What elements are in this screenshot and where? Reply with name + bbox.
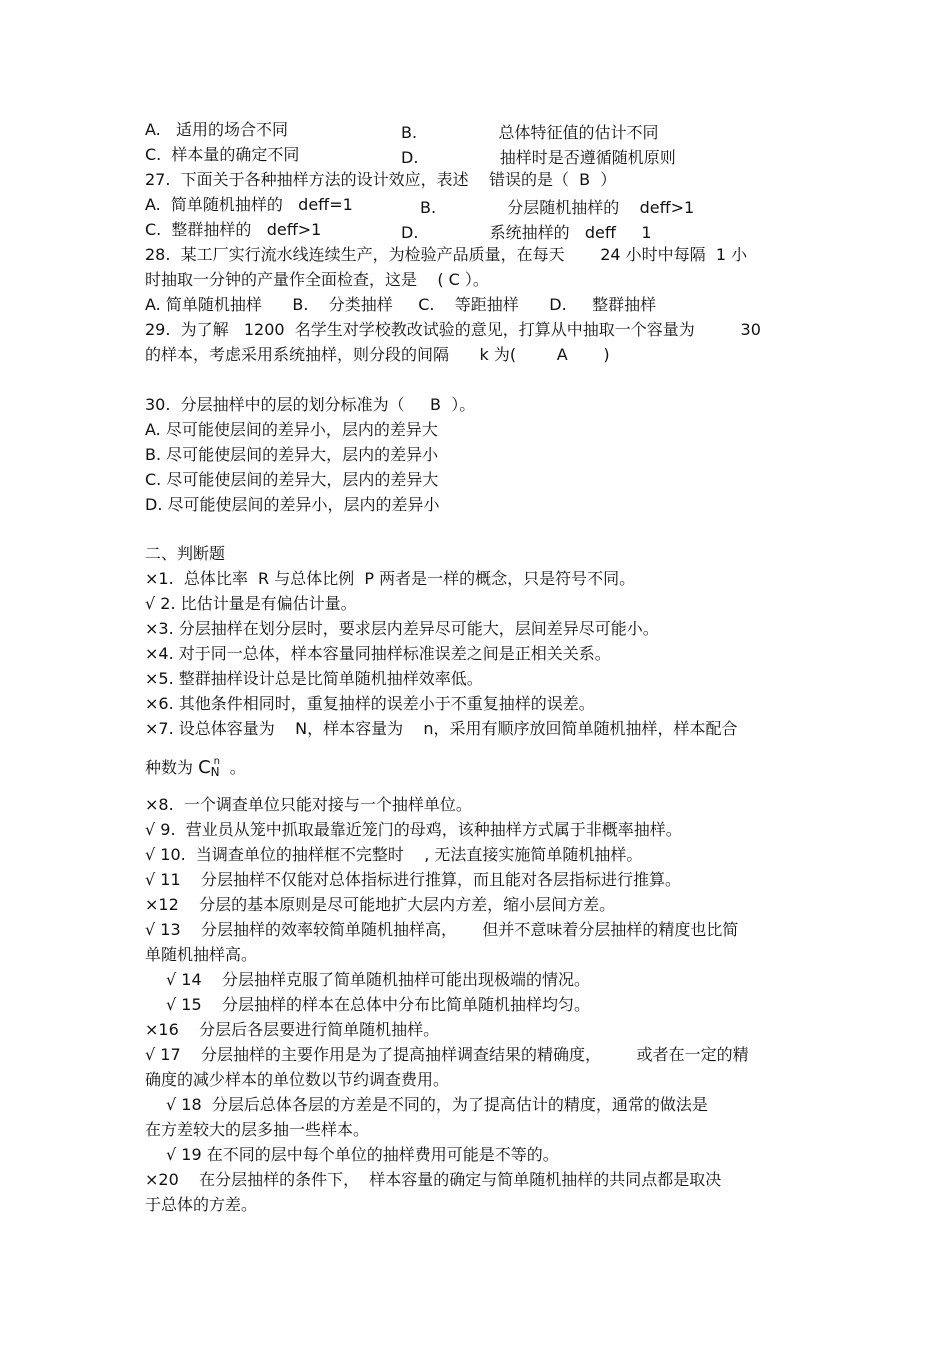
judge-10: √ 10. 当调查单位的抽样框不完整时 , 无法直接实施简单随机抽样。 [145,845,643,864]
q26-option-b: B. 总体特征值的估计不同 [401,123,659,142]
combination-symbol: C [198,757,211,778]
judge-17-line-1: √ 17 分层抽样的主要作用是为了提高抽样调查结果的精确度， 或者在一定的精 [145,1045,749,1064]
judge-13-line-2: 单随机抽样高。 [145,945,258,964]
combination-indices [211,758,225,778]
q29-line-1: 29. 为了解 1200 名学生对学校教改试验的意见，打算从中抽取一个容量为 30 [145,320,761,339]
q30-option-c: C. 尽可能使层间的差异大，层内的差异大 [145,470,439,489]
q28-line-2: 时抽取一分钟的产量作全面检查，这是 ( C ）。 [145,270,489,289]
judge-7-prefix: 种数为 [145,758,199,777]
q29-line-2: 的样本，考虑采用系统抽样，则分段的间隔 k 为( A ) [145,345,610,364]
judge-3: ×3. 分层抽样在划分层时，要求层内差异尽可能大，层间差异尽可能小。 [145,619,659,638]
q30-option-a: A. 尽可能使层间的差异小，层内的差异大 [145,420,438,439]
q28-line-1: 28. 某工厂实行流水线连续生产，为检验产品质量，在每天 24 小时中每隔 1 小 [145,245,748,264]
q27-stem: 27. 下面关于各种抽样方法的设计效应，表述 错误的是（ B ） [145,170,617,189]
combination-superscript: n [213,756,221,767]
q30-option-b: B. 尽可能使层间的差异大，层内的差异小 [145,445,439,464]
judge-4: ×4. 对于同一总体，样本容量同抽样标准误差之间是正相关关系。 [145,644,611,663]
q30-option-d: D. 尽可能使层间的差异小，层内的差异小 [145,495,440,514]
q27-option-a: A. 简单随机抽样的 deff=1 [145,195,353,214]
judge-9: √ 9. 营业员从笼中抓取最靠近笼门的母鸡，该种抽样方式属于非概率抽样。 [145,820,682,839]
judge-19: √ 19 在不同的层中每个单位的抽样费用可能是不等的。 [166,1145,559,1164]
judge-5: ×5. 整群抽样设计总是比简单随机抽样效率低。 [145,669,483,688]
judge-15: √ 15 分层抽样的样本在总体中分布比简单随机抽样均匀。 [166,995,590,1014]
judge-12: ×12 分层的基本原则是尽可能地扩大层内方差，缩小层间方差。 [145,895,616,914]
judge-7-line-1: ×7. 设总体容量为 N，样本容量为 n，采用有顺序放回简单随机抽样，样本配合 [145,719,738,738]
q27-option-d: D. 系统抽样的 deff 1 [401,223,652,242]
q26-option-c: C. 样本量的确定不同 [145,145,300,164]
q27-option-b: B. 分层随机抽样的 deff>1 [420,198,695,217]
judge-7-suffix: 。 [224,758,246,777]
judge-14: √ 14 分层抽样克服了简单随机抽样可能出现极端的情况。 [166,970,590,989]
judge-18-line-1: √ 18 分层后总体各层的方差是不同的，为了提高估计的精度，通常的做法是 [166,1095,708,1114]
combination-subscript: N [210,765,220,779]
judge-1: ×1. 总体比率 R 与总体比例 P 两者是一样的概念，只是符号不同。 [145,569,636,588]
judge-16: ×16 分层后各层要进行简单随机抽样。 [145,1020,440,1039]
q28-options: A. 简单随机抽样 B. 分类抽样 C. 等距抽样 D. 整群抽样 [145,295,657,314]
judge-18-line-2: 在方差较大的层多抽一些样本。 [145,1120,370,1139]
q30-stem: 30. 分层抽样中的层的划分标准为（ B ）。 [145,395,476,414]
judge-20-line-1: ×20 在分层抽样的条件下， 样本容量的确定与简单随机抽样的共同点都是取决 [145,1170,722,1189]
judge-11: √ 11 分层抽样不仅能对总体指标进行推算，而且能对各层指标进行推算。 [145,870,681,889]
judge-13-line-1: √ 13 分层抽样的效率较简单随机抽样高， 但并不意味着分层抽样的精度也比简 [145,920,739,939]
judge-17-line-2: 确度的减少样本的单位数以节约调查费用。 [145,1070,450,1089]
judge-2: √ 2. 比估计量是有偏估计量。 [145,594,357,613]
judge-8: ×8. 一个调查单位只能对接与一个抽样单位。 [145,795,472,814]
judge-20-line-2: 于总体的方差。 [145,1195,258,1214]
q26-option-a: A. 适用的场合不同 [145,120,289,139]
q27-option-c: C. 整群抽样的 deff>1 [145,220,322,239]
section-title: 二、判断题 [145,544,226,563]
judge-6: ×6. 其他条件相同时，重复抽样的误差小于不重复抽样的误差。 [145,694,595,713]
judge-7-line-2 [145,758,246,778]
q26-option-d: D. 抽样时是否遵循随机原则 [401,148,676,167]
